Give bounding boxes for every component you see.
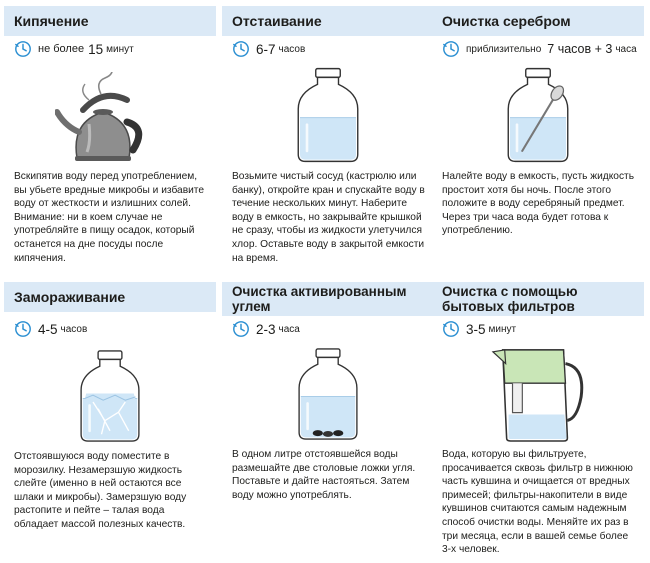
panel-description: Вода, которую вы фильтруете, просачивается сквозь фильтр в нижнюю часть кувшина и очищается от вредных примесей; фильтры-накопители в виде кувшинов считаются самым надежным способ очистки воды. Меняйте их раз в три месяца, если в вашей семье более 3-х человек. — [442, 449, 633, 556]
panel-title: Кипячение — [4, 6, 216, 36]
illustration — [222, 342, 434, 442]
kettle-icon — [55, 72, 165, 164]
frozen-jar-icon — [76, 348, 144, 444]
panel-silver — [432, 6, 644, 238]
panel-settling — [222, 6, 434, 265]
panel-description: Отстоявшуюся воду поместите в морозилку. Незамерзшую жидкость слейте (именно в ней остаются все шлаки и микробы). Замерзшую воду растопите и пейте – талая вода обладает массой полезных качеств. — [14, 451, 187, 530]
time-row — [432, 316, 644, 342]
panel-freezing — [4, 282, 216, 532]
time-value: 3-5 — [466, 321, 486, 337]
time-row — [222, 316, 434, 342]
time-row — [432, 36, 644, 62]
panel-title: Отстаивание — [222, 6, 434, 36]
time-unit: часов — [278, 43, 306, 55]
time-value: 4-5 — [38, 321, 58, 337]
illustration — [222, 62, 434, 164]
time-row — [222, 36, 434, 62]
clock-icon — [14, 320, 32, 338]
panel-description: Налейте воду в емкость, пусть жидкость простоит хотя бы ночь. После этого положите в воду серебряный предмет. Через три часа вода будет готова к употреблению. — [442, 171, 635, 237]
jar-spoon-icon — [503, 66, 573, 164]
panel-description: Вскипятив воду перед употреблением, вы убьете вредные микробы и избавите воду от жесткости и излишних солей. Внимание: ни в коем случае не употребляйте в пищу осадок, который останется на дне посуды после кипячения. — [14, 171, 205, 264]
clock-icon — [442, 40, 460, 58]
panel-title: Очистка с помощью бытовых фильтров — [432, 282, 644, 316]
time-unit: часа — [278, 323, 300, 335]
time-value: 2-3 — [256, 321, 276, 337]
time-value: 15 — [88, 41, 104, 57]
panel-title: Очистка серебром — [432, 6, 644, 36]
illustration — [432, 62, 644, 164]
time-unit: минут — [488, 323, 517, 335]
time-unit: часа — [615, 43, 637, 55]
time-prefix: не более — [38, 43, 85, 55]
panel-title: Замораживание — [4, 282, 216, 312]
illustration — [4, 346, 216, 444]
jar-icon — [293, 66, 363, 164]
illustration — [432, 342, 644, 442]
time-value: 6-7 — [256, 41, 276, 57]
time-row — [4, 312, 216, 346]
time-unit: часов — [60, 323, 88, 335]
clock-icon — [14, 40, 32, 58]
panel-description: В одном литре отстоявшейся воды размешайте две столовые ложки угля. Поставьте и дайте настояться. Затем воду можно употреблять. — [232, 449, 416, 501]
panel-charcoal — [222, 282, 434, 502]
clock-icon — [232, 320, 250, 338]
panel-description: Возьмите чистый сосуд (кастрюлю или банку), откройте кран и спускайте воду в течение нескольких минут. Наберите воду в емкость, но закрывайте крышкой не сразу, чтобы из жидкости улетучился хлор. Оставьте воду в закрытой емкости на время. — [232, 171, 425, 264]
panel-title: Очистка активированным углем — [222, 282, 434, 316]
time-unit: минут — [106, 43, 134, 55]
illustration — [4, 62, 216, 164]
clock-icon — [442, 320, 460, 338]
panel-boiling — [4, 6, 216, 265]
time-row — [4, 36, 216, 62]
clock-icon — [232, 40, 250, 58]
panel-filter — [432, 282, 644, 557]
filter-jug-icon — [488, 344, 588, 442]
time-value: 7 часов + 3 — [547, 42, 613, 56]
time-prefix: приблизительно — [466, 43, 542, 55]
jar-charcoal-icon — [294, 346, 362, 442]
